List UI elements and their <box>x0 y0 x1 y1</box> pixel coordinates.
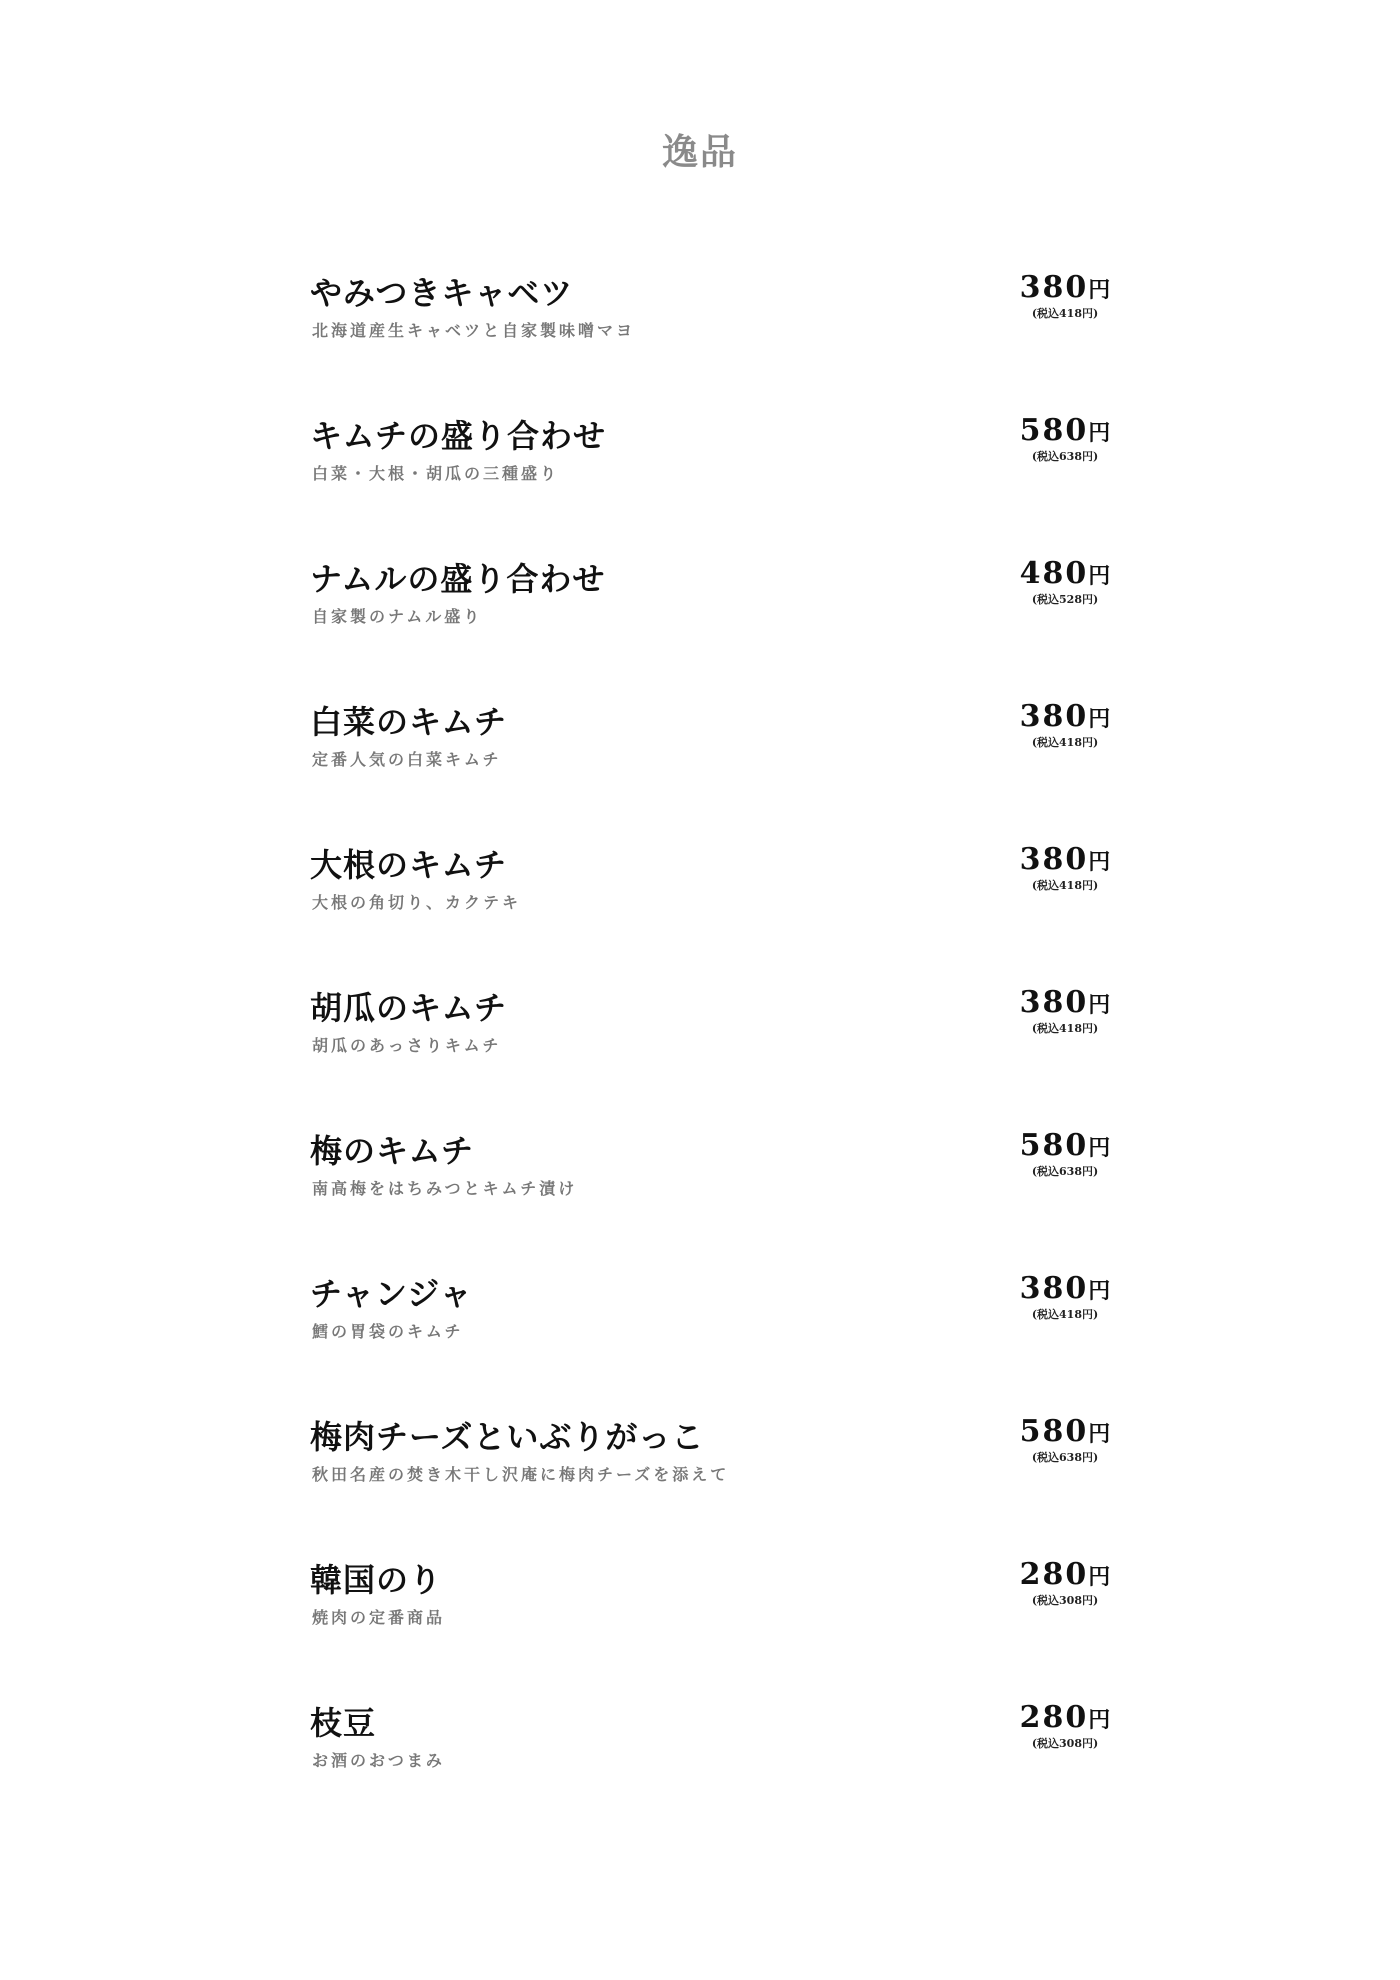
menu-item <box>310 1263 1110 1406</box>
price-value: 280 <box>1019 1700 1089 1735</box>
price-block <box>1010 1557 1120 1608</box>
price-value: 280 <box>1019 1557 1089 1592</box>
menu-list <box>310 262 1110 1835</box>
price <box>1010 1414 1120 1449</box>
item-description: 定番人気の白菜キムチ <box>312 750 502 769</box>
item-name: キムチの盛り合わせ <box>310 417 607 455</box>
price <box>1010 556 1120 591</box>
price-value: 580 <box>1019 1128 1089 1163</box>
item-name: 韓国のり <box>310 1561 443 1599</box>
price-value: 580 <box>1019 413 1089 448</box>
item-description: 大根の角切り、カクテキ <box>312 893 522 912</box>
item-name: 梅のキムチ <box>310 1132 475 1170</box>
item-description: 焼肉の定番商品 <box>312 1608 446 1627</box>
price-tax-included: (税込418円) <box>1031 1308 1099 1321</box>
price <box>1010 270 1120 305</box>
item-description: 秋田名産の焚き木干し沢庵に梅肉チーズを添えて <box>312 1465 730 1484</box>
price-value: 480 <box>1019 556 1089 591</box>
price-block <box>1010 1271 1120 1322</box>
item-description: 北海道産生キャベツと自家製味噌マヨ <box>312 321 636 340</box>
item-name: 胡瓜のキムチ <box>310 989 508 1027</box>
price <box>1010 1557 1120 1592</box>
price-block <box>1010 1414 1120 1465</box>
price <box>1010 1271 1120 1306</box>
price-currency: 円 <box>1088 1421 1111 1447</box>
item-name: 大根のキムチ <box>310 846 508 884</box>
price <box>1010 699 1120 734</box>
price-currency: 円 <box>1088 849 1111 875</box>
price-tax-included: (税込308円) <box>1031 1594 1099 1607</box>
price-tax-included: (税込418円) <box>1031 307 1099 320</box>
price-tax-included: (税込418円) <box>1031 736 1099 749</box>
menu-item <box>310 1120 1110 1263</box>
price-value: 380 <box>1019 1271 1089 1306</box>
item-name: 梅肉チーズといぶりがっこ <box>310 1418 705 1456</box>
menu-item <box>310 1406 1110 1549</box>
price-tax-included: (税込418円) <box>1031 1022 1099 1035</box>
price-block <box>1010 699 1120 750</box>
price-currency: 円 <box>1088 706 1111 732</box>
price-block <box>1010 985 1120 1036</box>
menu-item <box>310 1692 1110 1835</box>
menu-item <box>310 1549 1110 1692</box>
item-description: 自家製のナムル盛り <box>312 607 483 626</box>
price-block <box>1010 1700 1120 1751</box>
price <box>1010 842 1120 877</box>
price-block <box>1010 1128 1120 1179</box>
price-currency: 円 <box>1088 277 1111 303</box>
menu-item <box>310 262 1110 405</box>
price-tax-included: (税込418円) <box>1031 879 1099 892</box>
price-tax-included: (税込638円) <box>1031 1451 1099 1464</box>
price-currency: 円 <box>1088 992 1111 1018</box>
price-tax-included: (税込638円) <box>1031 1165 1099 1178</box>
menu-item <box>310 977 1110 1120</box>
price-value: 380 <box>1019 270 1089 305</box>
price-value: 380 <box>1019 842 1089 877</box>
item-name: チャンジャ <box>310 1275 473 1313</box>
menu-item <box>310 405 1110 548</box>
item-name: やみつきキャベツ <box>310 274 574 312</box>
item-description: 南高梅をはちみつとキムチ漬け <box>312 1179 578 1198</box>
item-name: 白菜のキムチ <box>310 703 508 741</box>
price-block <box>1010 842 1120 893</box>
price-tax-included: (税込528円) <box>1031 593 1099 606</box>
price <box>1010 413 1120 448</box>
price-currency: 円 <box>1088 420 1111 446</box>
item-description: 鱈の胃袋のキムチ <box>312 1322 464 1341</box>
menu-item <box>310 691 1110 834</box>
price-value: 580 <box>1019 1414 1089 1449</box>
item-description: お酒のおつまみ <box>312 1751 445 1770</box>
price-currency: 円 <box>1088 1707 1111 1733</box>
price-currency: 円 <box>1088 563 1111 589</box>
price-currency: 円 <box>1088 1278 1111 1304</box>
price-block <box>1010 270 1120 321</box>
item-description: 胡瓜のあっさりキムチ <box>312 1036 502 1055</box>
page-title: 逸品 <box>661 131 738 173</box>
item-name: ナムルの盛り合わせ <box>310 560 606 598</box>
price <box>1010 1128 1120 1163</box>
item-description: 白菜・大根・胡瓜の三種盛り <box>312 464 560 483</box>
price-value: 380 <box>1019 699 1089 734</box>
menu-item <box>310 834 1110 977</box>
price-tax-included: (税込308円) <box>1031 1737 1099 1750</box>
price-value: 380 <box>1019 985 1089 1020</box>
price <box>1010 985 1120 1020</box>
price-block <box>1010 556 1120 607</box>
item-name: 枝豆 <box>310 1704 377 1742</box>
price-block <box>1010 413 1120 464</box>
price-currency: 円 <box>1088 1135 1111 1161</box>
price-tax-included: (税込638円) <box>1031 450 1099 463</box>
price <box>1010 1700 1120 1735</box>
price-currency: 円 <box>1088 1564 1111 1590</box>
menu-item <box>310 548 1110 691</box>
